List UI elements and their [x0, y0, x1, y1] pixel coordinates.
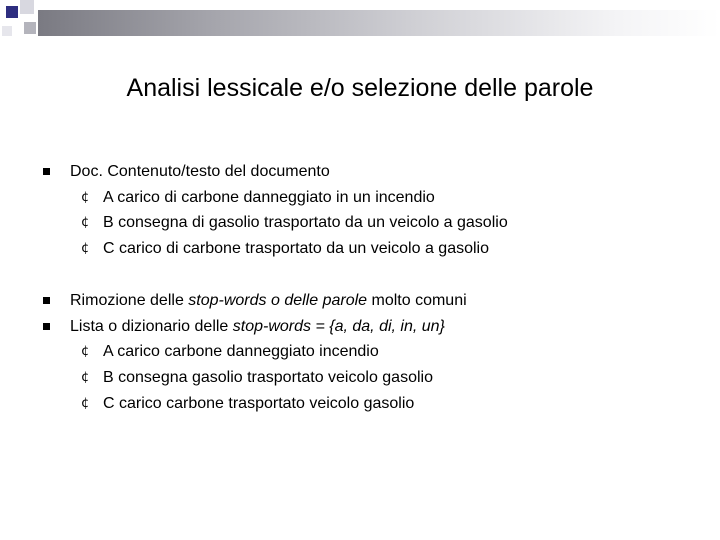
- deco-square-mid: [2, 26, 12, 36]
- sub-bullet-1a: A carico di carbone danneggiato in un incendio: [103, 189, 435, 206]
- bullet-lista-italic: stop-words = {a, da, di, in, un}: [232, 318, 445, 335]
- hollow-square-bullet-icon: ¢: [81, 215, 90, 230]
- sub-bullet-1c: C carico di carbone trasportato da un veicolo a gasolio: [103, 240, 489, 257]
- slide-title: Analisi lessicale e/o selezione delle parole: [126, 74, 594, 102]
- filled-square-bullet-icon: [43, 323, 50, 330]
- bullet-rimozione-italic: stop-words o delle parole: [188, 292, 368, 309]
- hollow-square-bullet-icon: ¢: [81, 396, 90, 411]
- bullet-rimozione-pre: Rimozione delle: [70, 292, 189, 309]
- bullet-rimozione-post: molto comuni: [367, 292, 467, 309]
- filled-square-bullet-icon: [43, 168, 50, 175]
- hollow-square-bullet-icon: ¢: [81, 241, 90, 256]
- filled-square-bullet-icon: [43, 297, 50, 304]
- bullet-rimozione: [70, 291, 467, 311]
- sub-bullet-3c: C carico carbone trasportato veicolo gasolio: [103, 395, 415, 412]
- bullet-lista-pre: Lista o dizionario delle: [70, 318, 233, 335]
- header-gradient-bar: [38, 10, 720, 36]
- bullet-lista: [70, 317, 445, 337]
- sub-bullet-3a: A carico carbone danneggiato incendio: [103, 343, 379, 360]
- hollow-square-bullet-icon: ¢: [81, 190, 90, 205]
- sub-bullet-1b: B consegna di gasolio trasportato da un veicolo a gasolio: [103, 214, 508, 231]
- deco-square-grey: [24, 22, 36, 34]
- deco-square-light: [20, 0, 34, 14]
- deco-square-dark: [6, 6, 18, 18]
- sub-bullet-3b: B consegna gasolio trasportato veicolo gasolio: [103, 369, 433, 386]
- hollow-square-bullet-icon: ¢: [81, 344, 90, 359]
- bullet-doc-contenuto: Doc. Contenuto/testo del documento: [70, 163, 330, 180]
- hollow-square-bullet-icon: ¢: [81, 370, 90, 385]
- header-decoration: [0, 0, 720, 48]
